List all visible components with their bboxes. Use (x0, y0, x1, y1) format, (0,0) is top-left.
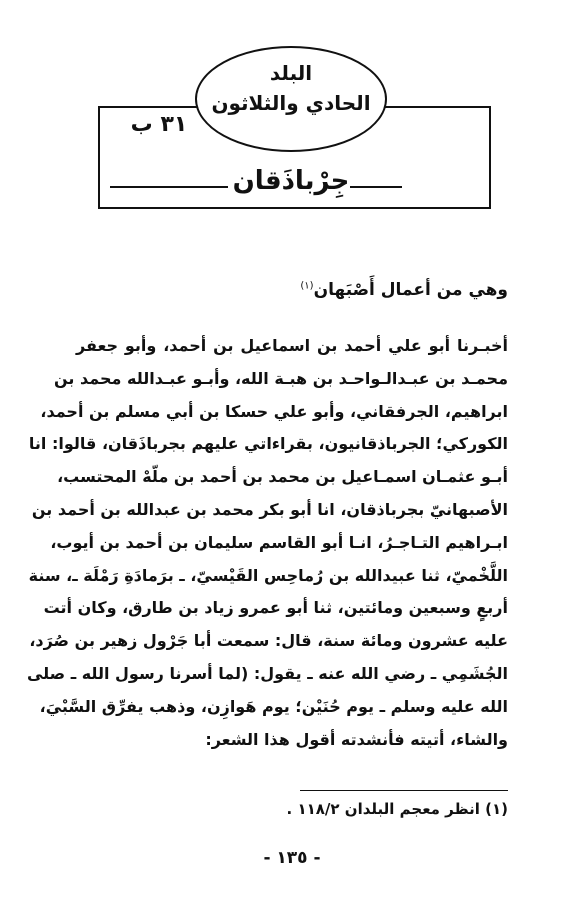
body-line: الجُشَمِي ـ رضي الله عنه ـ يقول: (لما أسرنا رسول الله ـ صلى (26, 663, 508, 683)
title-rule-right (350, 186, 402, 188)
volume-number: ٣١ ب (130, 112, 188, 137)
body-line: والشاء، أتيته فأنشدته أقول هذا الشعر: (205, 729, 508, 749)
body-line: الأصبهانيّ بجرباذقان، انا أبو بكر محمد بن عبدالله بن أحمد بن (31, 499, 508, 519)
title-rule-left (110, 186, 228, 188)
body-line: اللَّخْميّ، ثنا عبيدالله بن رُماحِس القَيْسيّ، ـ برَمادَةِ رَمْلَة ـ، سنة (28, 565, 508, 585)
body-line: ابراهيم، الجرفقاني، وأبو علي حسكا بن أبي مسلم بن أحمد، (40, 401, 508, 421)
body-text (26, 330, 508, 756)
subtitle (300, 280, 508, 300)
oval-line-1: البلد (269, 61, 313, 85)
body-line: أخبـرنا أبو علي أحمد بن اسماعيل بن أحمد، وأبو جعفر (76, 336, 508, 355)
body-line: محمـد بن عبـدالـواحـد بن هبـة الله، وأبـو عبـدالله محمد بن (54, 368, 508, 388)
body-line: أربعٍ وسبعين ومائتين، ثنا أبو عمرو زياد بن طارق، وكان أتت (43, 598, 508, 618)
body-line: عليه عشرون ومائة سنة، قال: سمعت أبا جَرْول زهير بن صُرَد، (29, 631, 508, 651)
footnote-marker: (١) (300, 280, 314, 292)
place-title: جِرْباذَقان (232, 166, 350, 196)
body-line: أبـو عثمـان اسمـاعيل بن محمد بن أحمد بن ملّهْ المحتسب، (57, 467, 508, 487)
page-number: - ١٣٥ - (263, 848, 321, 868)
footnote-rule (300, 790, 508, 791)
body-line: الكوركي؛ الجرباذقانيون، بقراءاتي عليهم بجرباذَقان، قالوا: انا (28, 434, 508, 454)
oval-line-2: الحادي والثلاثون (211, 91, 371, 115)
body-line: الله عليه وسلم ـ يوم حُنَيْن؛ يوم هَوازِن، وذهب يفرِّق السَّبْيَ، (39, 696, 508, 716)
header-oval (195, 46, 387, 152)
footnote: (١) انظر معجم البلدان ١١٨/٢ . (286, 800, 508, 818)
subtitle-text: وهي من أعمال أَصْبَهان (313, 280, 508, 300)
body-line: ابـراهيم التـاجـرُ، انـا أبو القاسم سليمان بن أحمد بن أيوب، (50, 532, 508, 552)
